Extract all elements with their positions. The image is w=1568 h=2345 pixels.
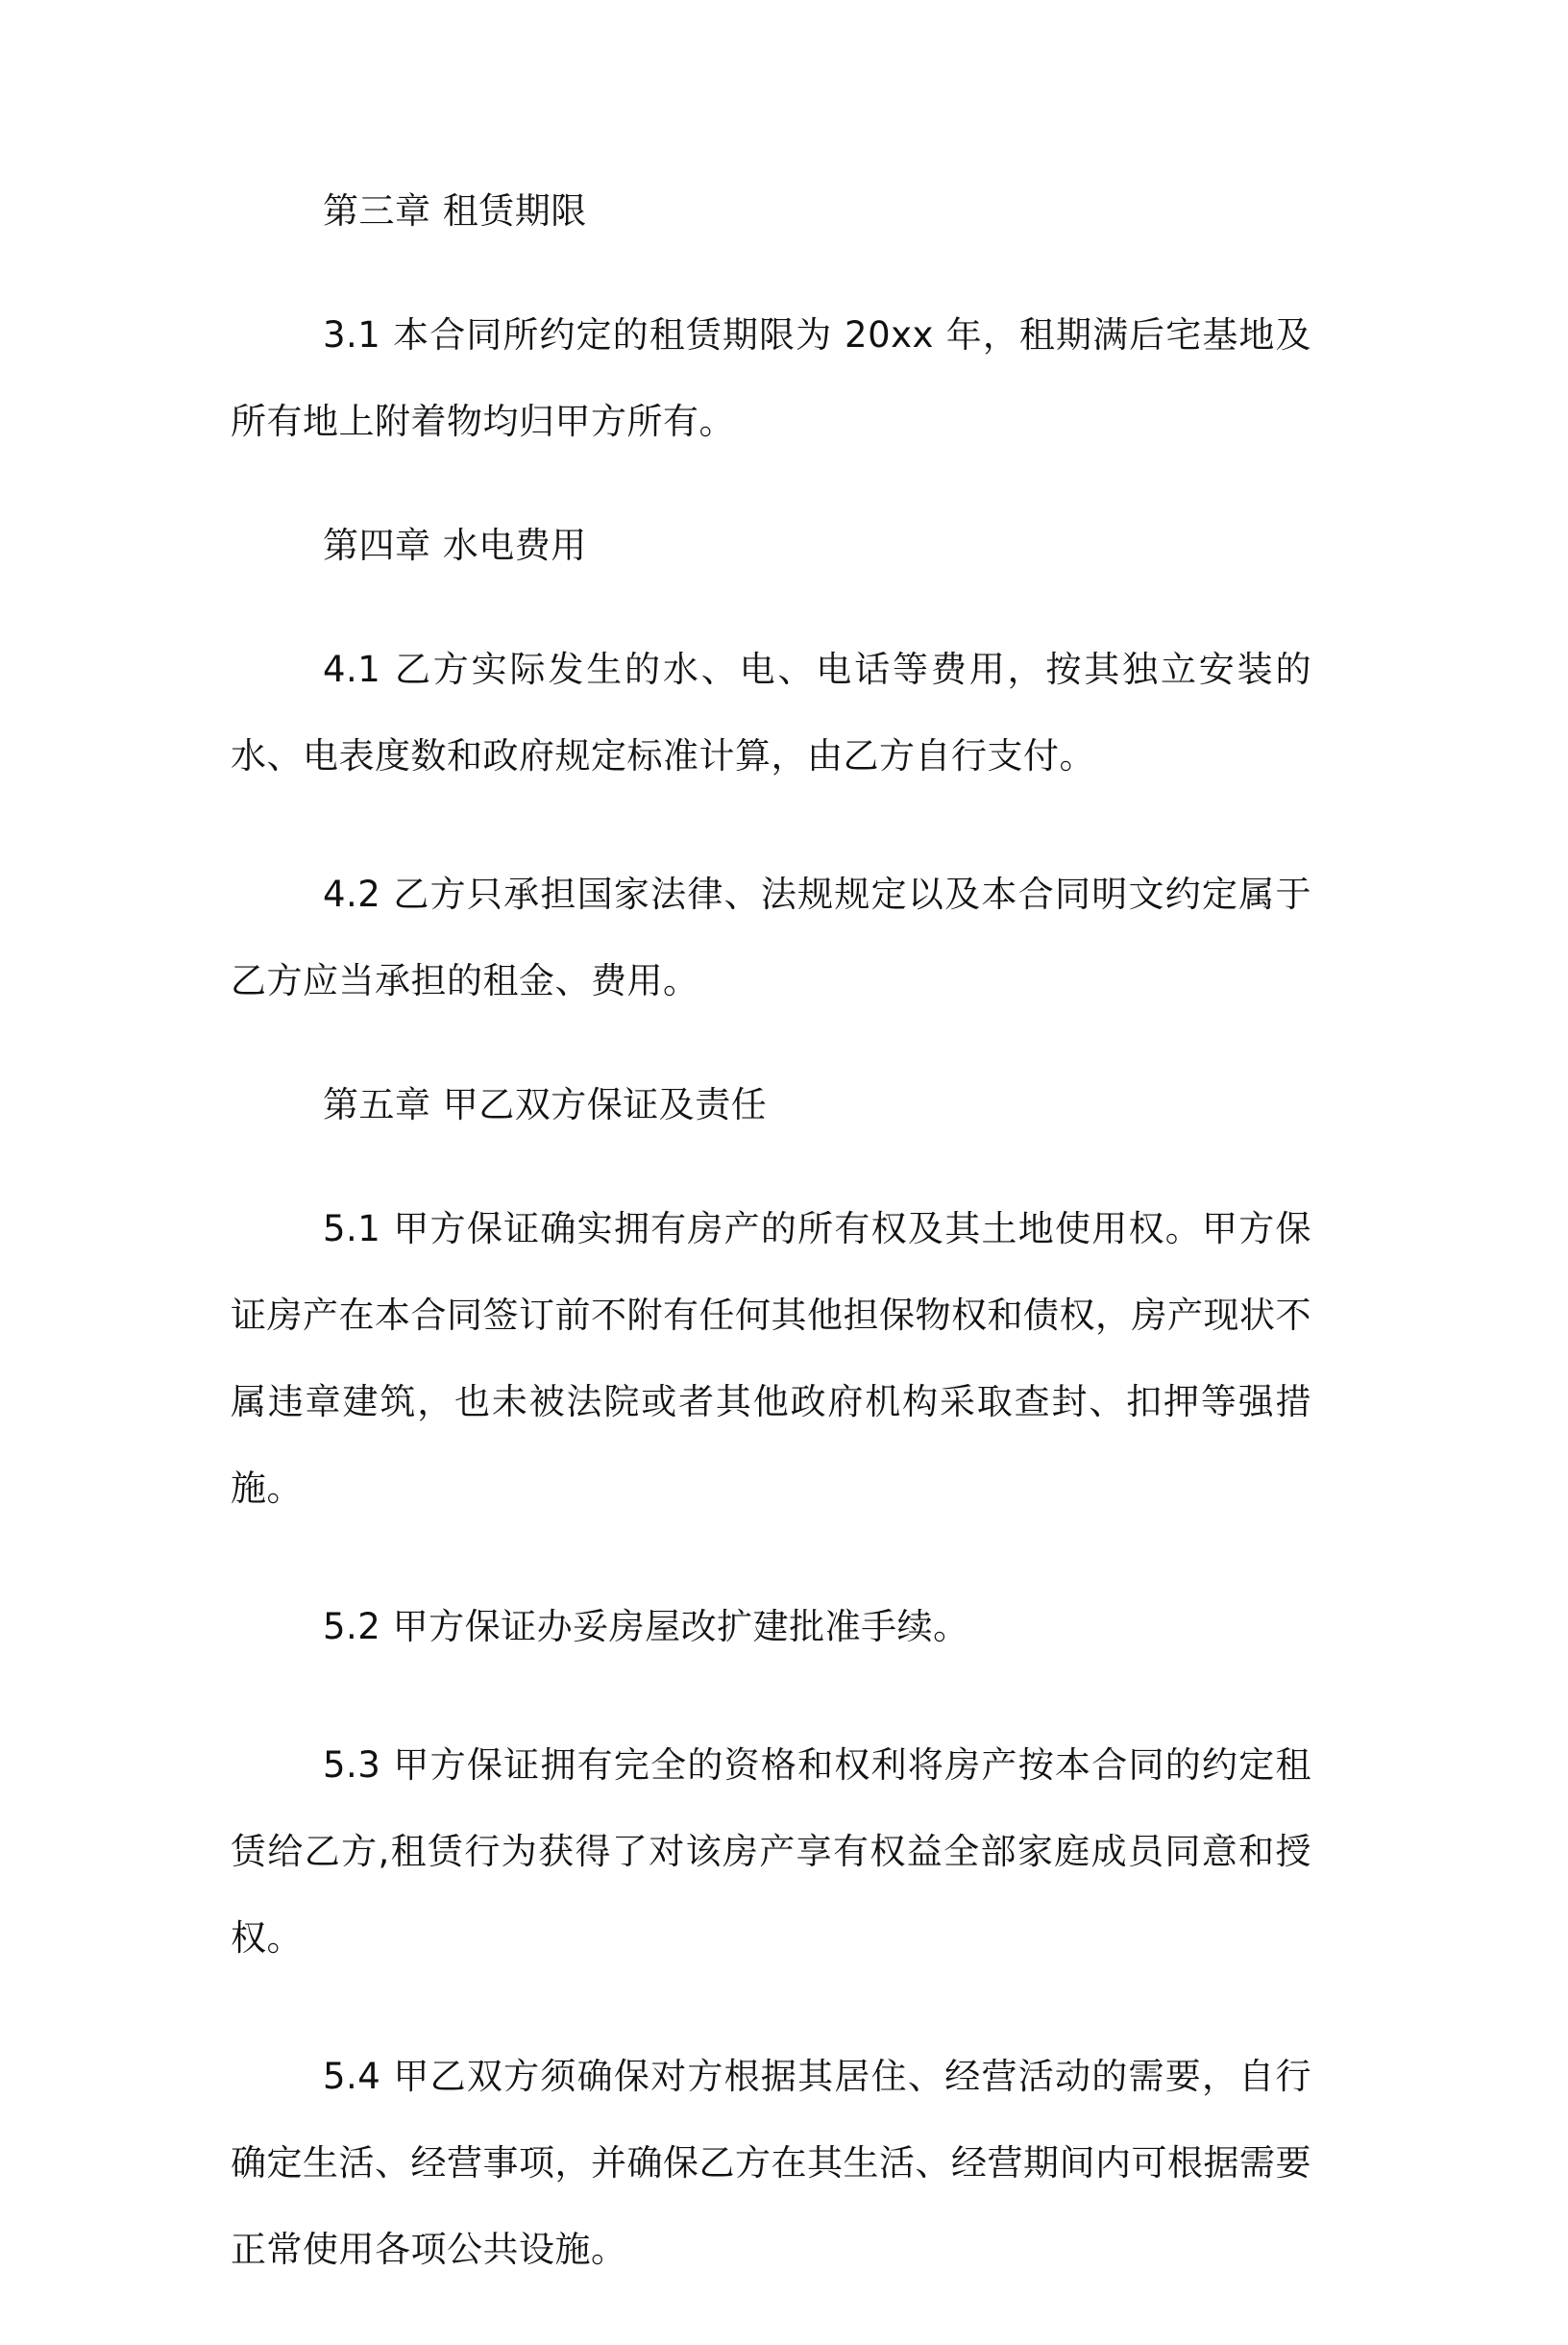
clause-5-1: 5.1 甲方保证确实拥有房产的所有权及其土地使用权。甲方保证房产在本合同签订前不附有任何其他担保物权和债权，房产现状不属违章建筑，也未被法院或者其他政府机构采取查封、扣押等强措施。 <box>231 1208 1311 1509</box>
document-page <box>231 183 1311 2345</box>
clause-5-4: 5.4 甲乙双方须确保对方根据其居住、经营活动的需要，自行确定生活、经营事项，并确保乙方在其生活、经营期间内可根据需要正常使用各项公共设施。 <box>231 2056 1311 2270</box>
clause-5-3: 5.3 甲方保证拥有完全的资格和权利将房产按本合同的约定租赁给乙方,租赁行为获得了对该房产享有权益全部家庭成员同意和授权。 <box>231 1744 1311 1959</box>
chapter-4-heading: 第四章 水电费用 <box>323 525 587 566</box>
clause-3-1: 3.1 本合同所约定的租赁期限为 20xx 年，租期满后宅基地及所有地上附着物均归甲方所有。 <box>231 314 1311 442</box>
clause-5-2: 5.2 甲方保证办妥房屋改扩建批准手续。 <box>323 1606 969 1647</box>
chapter-5-heading: 第五章 甲乙双方保证及责任 <box>323 1084 768 1125</box>
chapter-3-heading: 第三章 租赁期限 <box>323 190 587 232</box>
clause-4-1: 4.1 乙方实际发生的水、电、电话等费用，按其独立安装的水、电表度数和政府规定标准计算，由乙方自行支付。 <box>231 649 1311 777</box>
clause-4-2: 4.2 乙方只承担国家法律、法规规定以及本合同明文约定属于乙方应当承担的租金、费用。 <box>231 874 1311 1001</box>
